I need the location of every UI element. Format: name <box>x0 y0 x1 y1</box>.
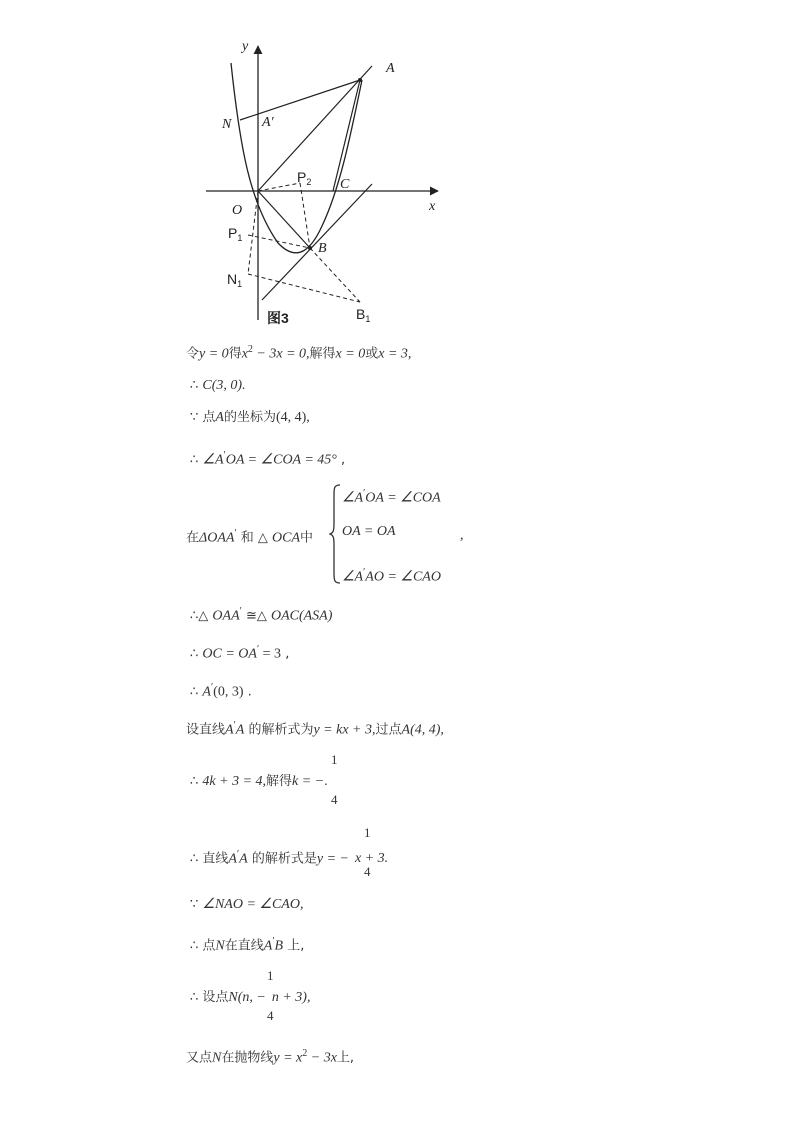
left-brace <box>329 484 341 584</box>
system-comma <box>460 526 464 546</box>
math: ∠NAO = ∠CAO, <box>202 897 304 912</box>
text: , <box>281 646 290 662</box>
system-row-1 <box>342 484 441 508</box>
text: ∴ 设点 <box>190 990 229 1005</box>
math: (0, 3) <box>213 684 244 700</box>
text: , <box>336 452 346 468</box>
because-symbol: ∵ <box>190 897 203 912</box>
label-B: B <box>318 241 327 256</box>
system-intro <box>186 524 313 548</box>
prime: ′ <box>272 936 275 947</box>
math: A <box>263 938 273 954</box>
solution-line-4 <box>190 446 345 470</box>
dashed-O-N1 <box>248 191 258 274</box>
prime: ′ <box>233 720 236 731</box>
superscript: 2 <box>247 344 253 355</box>
math: 4k + 3 = 4, <box>202 774 267 789</box>
text: 上, <box>336 1050 355 1066</box>
math: x <box>241 346 248 362</box>
solution-line-7 <box>190 640 289 664</box>
text: 的解析式是 <box>247 851 317 867</box>
math: C(3, 0). <box>202 378 246 393</box>
therefore-symbol: ∴ <box>190 684 203 700</box>
math: ∠A <box>202 452 224 468</box>
math: OA = ∠COA <box>365 490 441 506</box>
text: 和 △ <box>236 530 273 546</box>
solution-line-8 <box>190 678 252 702</box>
therefore-symbol: ∴ <box>190 452 203 468</box>
line-tangent <box>262 184 372 300</box>
math: A <box>202 684 211 700</box>
text: ≅△ <box>241 608 271 624</box>
text: 或 <box>365 346 379 362</box>
geometry-figure <box>200 38 450 330</box>
math: y = − <box>316 851 349 867</box>
math: A <box>225 722 234 738</box>
prime: ′ <box>210 682 214 693</box>
solution-line-14 <box>190 988 310 1008</box>
text: 在直线 <box>224 938 264 954</box>
therefore-symbol: ∴ <box>190 378 203 393</box>
solution-line-11 <box>190 845 388 869</box>
prime: ′ <box>363 488 366 499</box>
math: N(n, − <box>228 990 266 1005</box>
prime: ′ <box>363 567 366 578</box>
label-C: C <box>340 177 350 192</box>
text: 得 <box>228 346 242 362</box>
math: n + 3), <box>271 990 311 1005</box>
math: y = 0 <box>199 346 229 362</box>
text: 上, <box>283 938 305 954</box>
fraction-denominator: 4 <box>331 792 338 807</box>
math: OA = ∠COA = 45° <box>225 452 337 468</box>
math: ∠A <box>342 569 364 585</box>
solution-line-13 <box>190 932 304 956</box>
solution-line-10 <box>190 772 328 792</box>
math: y = kx + 3, <box>313 722 376 738</box>
math: N <box>212 1050 222 1066</box>
label-N: N <box>222 117 232 132</box>
math: = 3 <box>259 646 282 662</box>
solution-line-9 <box>186 716 444 740</box>
math: k = − <box>292 774 325 789</box>
math: x = 0 <box>335 346 366 362</box>
fraction-numerator: 1 <box>364 825 371 840</box>
solution-line-3 <box>190 408 310 428</box>
solution-line-15 <box>186 1044 354 1068</box>
math: OAC(ASA) <box>270 608 333 624</box>
figure-caption: 图3 <box>267 310 289 326</box>
point-A <box>358 78 362 82</box>
math: OAA <box>212 608 240 624</box>
math: OCA <box>272 530 301 546</box>
text: ∵ 点 <box>190 410 216 425</box>
superscript: 2 <box>302 1048 308 1059</box>
math: − 3x = 0, <box>252 346 310 362</box>
fraction-denominator: 4 <box>364 864 371 879</box>
text: 在抛物线 <box>221 1050 274 1066</box>
math: x = 3, <box>378 346 412 362</box>
math: AO = ∠CAO <box>365 569 441 585</box>
text: 过点 <box>375 722 402 738</box>
text: 的坐标为 <box>223 410 276 425</box>
therefore-symbol: ∴ <box>190 774 203 789</box>
math: ∠A <box>342 490 364 506</box>
prime: ′ <box>234 528 237 539</box>
text: 中 <box>300 530 314 546</box>
label-A-prime: A' <box>262 115 274 130</box>
fraction-denominator: 4 <box>267 1008 274 1023</box>
text: 令 <box>186 346 200 362</box>
text: ∴△ <box>190 608 213 624</box>
point-B <box>308 246 312 250</box>
parabola-curve <box>231 63 362 253</box>
label-x: x <box>429 199 436 214</box>
label-A: A <box>386 61 395 76</box>
text: 又点 <box>186 1050 213 1066</box>
text: . <box>324 774 328 789</box>
math: A <box>235 722 245 738</box>
math: x + 3. <box>354 851 389 867</box>
math: B <box>274 938 284 954</box>
solution-line-12 <box>190 895 303 915</box>
math: ΔOAA <box>199 530 235 546</box>
label-P2: $P_2$ <box>297 169 312 187</box>
math: A(4, 4), <box>401 722 444 738</box>
dashed-B-B1 <box>310 248 360 302</box>
therefore-symbol: ∴ <box>190 646 203 662</box>
label-N1: $N_1$ <box>227 271 243 289</box>
text: 解得 <box>309 346 336 362</box>
fraction-numerator: 1 <box>331 752 338 767</box>
solution-line-2 <box>190 376 246 396</box>
prime: ′ <box>223 450 226 461</box>
text: 在 <box>186 530 200 546</box>
label-P1: $P_1$ <box>228 225 243 243</box>
math: OA = OA <box>342 524 396 539</box>
text: , <box>460 528 464 543</box>
text: 的解析式为 <box>244 722 314 738</box>
text: ∴ 点 <box>190 938 216 954</box>
fraction-numerator: 1 <box>267 968 274 983</box>
math: N <box>215 938 225 954</box>
math: A <box>228 851 237 867</box>
label-B1: $B_1$ <box>356 306 371 324</box>
math: OC = OA <box>202 646 257 662</box>
text: 设直线 <box>186 722 226 738</box>
math: − 3x <box>307 1050 337 1066</box>
system-row-2 <box>342 522 396 542</box>
prime: ′ <box>236 849 240 860</box>
solution-line-6 <box>190 602 332 626</box>
line-AC <box>333 80 360 191</box>
math: A <box>239 851 248 867</box>
math: y = x <box>273 1050 303 1066</box>
solution-line-1 <box>186 340 411 364</box>
prime: ′ <box>256 644 260 655</box>
prime: ′ <box>239 606 242 617</box>
text: ∴ 直线 <box>190 851 229 867</box>
text: . <box>243 684 252 700</box>
system-row-3 <box>342 563 441 587</box>
text: 解得 <box>266 774 293 789</box>
math: A <box>215 410 224 425</box>
math: (4, 4), <box>275 410 310 425</box>
label-O: O <box>232 203 243 218</box>
label-y: y <box>242 39 249 54</box>
line-OA <box>258 66 372 191</box>
